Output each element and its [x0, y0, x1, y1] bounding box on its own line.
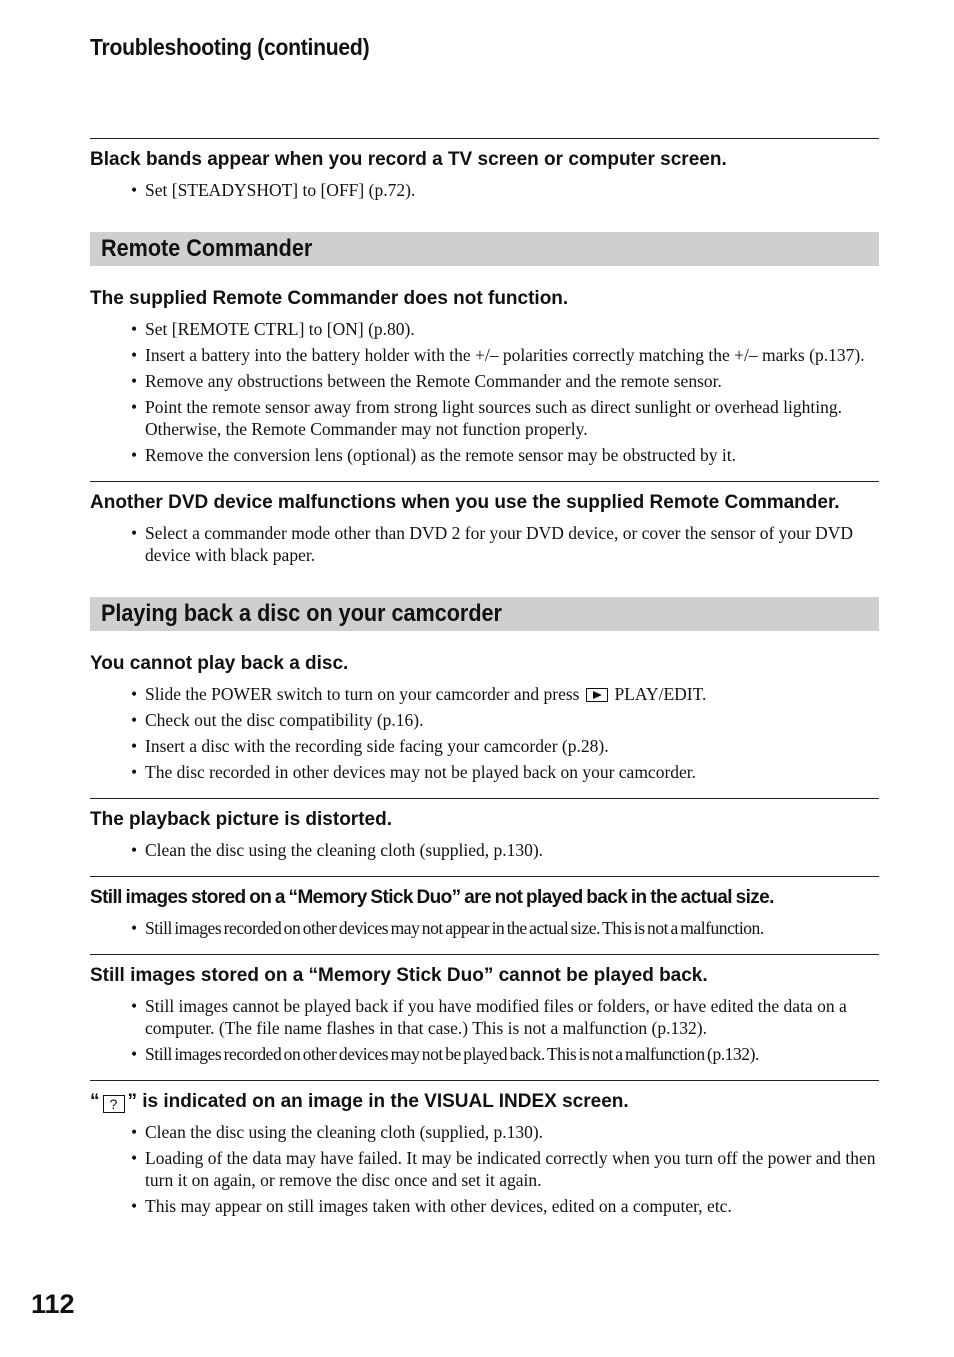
answer-item: • Still images cannot be played back if you have modified files or folders, or have edited the data on a computer. (The file name flashes in that case.) This is not a malfunction (p.132).: [90, 995, 879, 1039]
answer-item: • Point the remote sensor away from strong light sources such as direct sunlight or overhead lighting. Otherwise, the Remote Commander may not function properly.: [90, 396, 879, 440]
question-heading: Black bands appear when you record a TV screen or computer screen.: [90, 149, 727, 170]
answer-item: • Insert a disc with the recording side facing your camcorder (p.28).: [90, 735, 879, 757]
question-mark-icon: ?: [103, 1095, 125, 1113]
answer-item: [90, 683, 879, 705]
answer-item: • Select a commander mode other than DVD 2 for your DVD device, or cover the sensor of your DVD device with black paper.: [90, 522, 879, 566]
answer-list: [90, 179, 879, 201]
answer-item: • Set [REMOTE CTRL] to [ON] (p.80).: [90, 318, 879, 340]
qa-actual-size: [90, 876, 879, 954]
qa-black-bands: [90, 138, 879, 216]
section-title-text: Remote Commander: [101, 235, 313, 262]
question-heading: You cannot play back a disc.: [90, 653, 349, 674]
question-heading: The supplied Remote Commander does not function.: [90, 288, 569, 309]
page-header-title: Troubleshooting (continued): [90, 34, 370, 60]
qa-dvd-malfunction: [90, 481, 879, 581]
answer-item: • Set [STEADYSHOT] to [OFF] (p.72).: [90, 179, 879, 201]
answer-list: [90, 318, 879, 466]
answer-item: • Clean the disc using the cleaning cloth (supplied, p.130).: [90, 839, 879, 861]
answer-list: [90, 995, 879, 1065]
answer-list: [90, 1121, 879, 1217]
answer-item: • Still images recorded on other devices may not be played back. This is not a malfunction (p.132).: [90, 1043, 879, 1065]
answer-item: • Remove any obstructions between the Remote Commander and the remote sensor.: [90, 370, 879, 392]
answer-item: • Still images recorded on other devices may not appear in the actual size. This is not a malfunction.: [90, 917, 879, 939]
question-heading: Still images stored on a “Memory Stick Duo” are not played back in the actual size.: [90, 887, 774, 908]
answer-item: • Remove the conversion lens (optional) as the remote sensor may be obstructed by it.: [90, 444, 879, 466]
answer-item: • The disc recorded in other devices may not be played back on your camcorder.: [90, 761, 879, 783]
qa-cannot-play-still: [90, 954, 879, 1080]
question-heading: Still images stored on a “Memory Stick Duo” cannot be played back.: [90, 965, 708, 986]
answer-list: [90, 683, 879, 783]
answer-item: • Loading of the data may have failed. It may be indicated correctly when you turn off the power and then turn it on again, or remove the disc once and set it again.: [90, 1147, 879, 1191]
section-title-text: Playing back a disc on your camcorder: [101, 600, 502, 627]
section-title-playback: [90, 597, 879, 631]
qa-remote-not-function: [90, 278, 879, 481]
answer-list: [90, 522, 879, 566]
answer-item: • Clean the disc using the cleaning cloth (supplied, p.130).: [90, 1121, 879, 1143]
answer-list: [90, 917, 879, 939]
play-button-icon: [586, 688, 608, 702]
page-number: 112: [31, 1289, 75, 1319]
answer-list: [90, 839, 879, 861]
section-title-remote-commander: [90, 232, 879, 266]
question-heading: [90, 1090, 879, 1113]
question-heading: Another DVD device malfunctions when you use the supplied Remote Commander.: [90, 492, 840, 513]
question-text: “: [90, 1091, 100, 1112]
answer-text: PLAY/EDIT.: [614, 684, 707, 704]
qa-visual-index: [90, 1080, 879, 1232]
qa-cannot-play: [90, 643, 879, 798]
qa-distorted: [90, 798, 879, 876]
answer-text: Slide the POWER switch to turn on your camcorder and press: [145, 684, 580, 704]
answer-item: • Insert a battery into the battery holder with the +/– polarities correctly matching the +/– marks (p.137).: [90, 344, 879, 366]
question-text: ” is indicated on an image in the VISUAL INDEX screen.: [127, 1091, 629, 1112]
answer-item: • Check out the disc compatibility (p.16).: [90, 709, 879, 731]
question-heading: The playback picture is distorted.: [90, 809, 392, 830]
page-content: [90, 138, 879, 1232]
answer-item: • This may appear on still images taken with other devices, edited on a computer, etc.: [90, 1195, 879, 1217]
